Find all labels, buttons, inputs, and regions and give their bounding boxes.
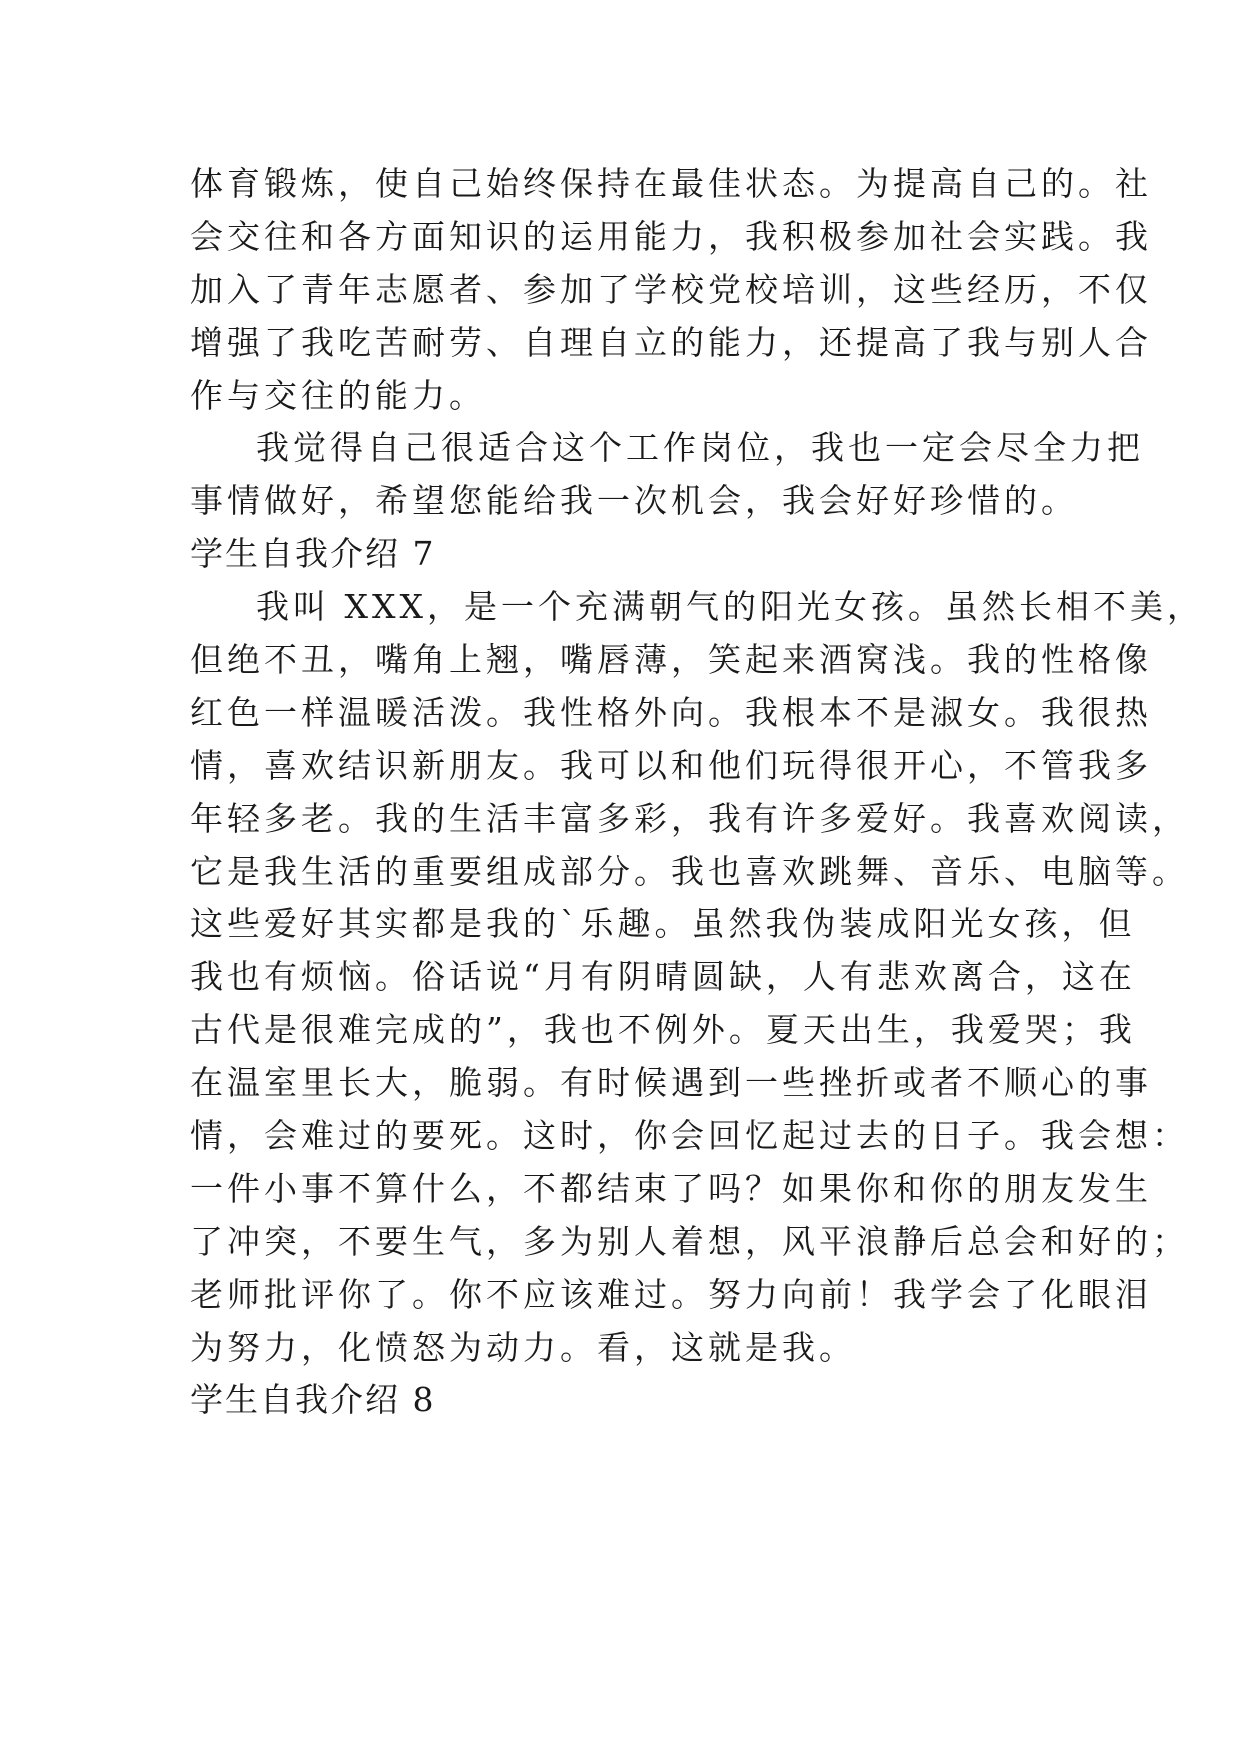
paragraph-line: 我叫 XXX，是一个充满朝气的阳光女孩。虽然长相不美， (256, 587, 1204, 627)
paragraph-line: 事情做好，希望您能给我一次机会，我会好好珍惜的。 (190, 481, 1078, 521)
paragraph-line: 增强了我吃苦耐劳、自理自立的能力，还提高了我与别人合 (190, 322, 1152, 362)
closing-paragraph (190, 422, 1144, 528)
paragraph-line: 作与交往的能力。 (190, 375, 486, 415)
paragraph-line: 为努力，化愤怒为动力。看，这就是我。 (190, 1327, 856, 1367)
paragraph-line: 情，喜欢结识新朋友。我可以和他们玩得很开心，不管我多 (190, 745, 1152, 785)
paragraph-line: 在温室里长大，脆弱。有时候遇到一些挫折或者不顺心的事 (190, 1063, 1152, 1103)
continued-paragraph (190, 158, 1152, 422)
paragraph-line: 这些爱好其实都是我的`乐趣。虽然我伪装成阳光女孩，但 (190, 904, 1136, 944)
section-heading: 学生自我介绍 8 (190, 1380, 436, 1420)
paragraph-line: 红色一样温暖活泼。我性格外向。我根本不是淑女。我很热 (190, 692, 1152, 732)
paragraph-line: 加入了青年志愿者、参加了学校党校培训，这些经历，不仅 (190, 269, 1152, 309)
paragraph-line: 情，会难过的要死。这时，你会回忆起过去的日子。我会想： (190, 1116, 1189, 1156)
paragraph-line: 古代是很难完成的”，我也不例外。夏天出生，我爱哭；我 (190, 1010, 1136, 1050)
section-heading: 学生自我介绍 7 (190, 534, 436, 574)
document-body (190, 158, 1204, 1427)
paragraph-line: 会交往和各方面知识的运用能力，我积极参加社会实践。我 (190, 216, 1152, 256)
section-7-paragraph (190, 581, 1204, 1374)
paragraph-line: 但绝不丑，嘴角上翘，嘴唇薄，笑起来酒窝浅。我的性格像 (190, 640, 1152, 680)
paragraph-line: 我觉得自己很适合这个工作岗位，我也一定会尽全力把 (256, 428, 1144, 468)
paragraph-line: 我也有烦恼。俗话说“月有阴晴圆缺，人有悲欢离合，这在 (190, 957, 1136, 997)
paragraph-line: 它是我生活的重要组成部分。我也喜欢跳舞、音乐、电脑等。 (190, 851, 1189, 891)
paragraph-line: 体育锻炼，使自己始终保持在最佳状态。为提高自己的。社 (190, 164, 1152, 203)
paragraph-line: 老师批评你了。你不应该难过。努力向前！我学会了化眼泪 (190, 1274, 1152, 1314)
paragraph-line: 年轻多老。我的生活丰富多彩，我有许多爱好。我喜欢阅读， (190, 798, 1189, 838)
paragraph-line: 一件小事不算什么，不都结束了吗？如果你和你的朋友发生 (190, 1168, 1152, 1208)
paragraph-line: 了冲突，不要生气，多为别人着想，风平浪静后总会和好的； (190, 1221, 1189, 1261)
